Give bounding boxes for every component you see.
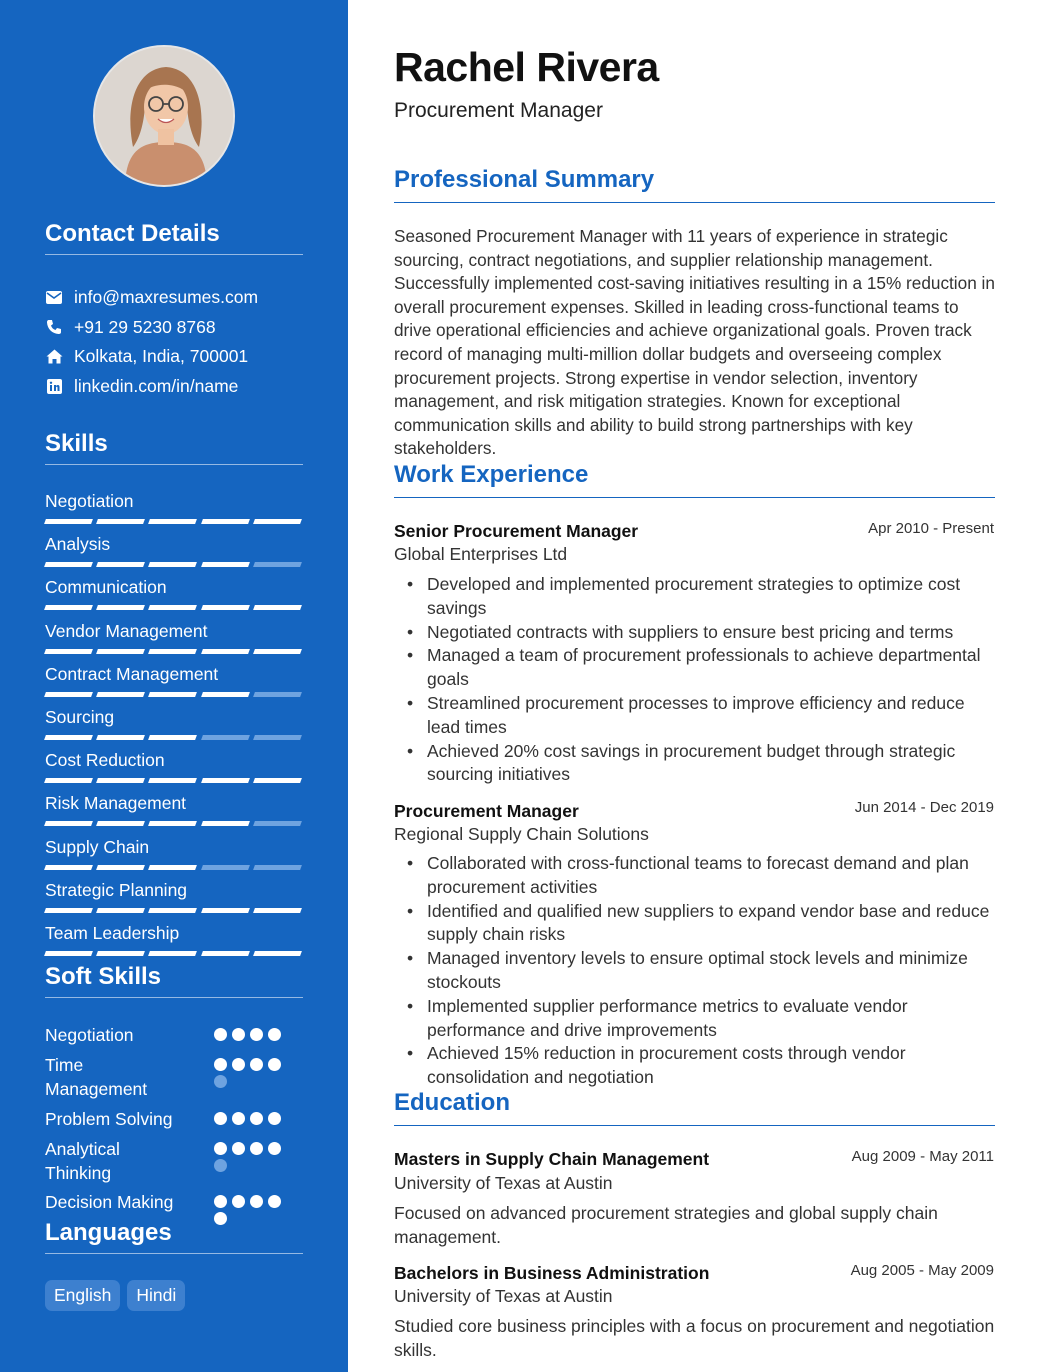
degree-title: Masters in Supply Chain Management — [394, 1149, 710, 1169]
language-tag: English — [45, 1280, 120, 1311]
rating-dot — [232, 1195, 245, 1208]
soft-skill-name: Analytical Thinking — [45, 1139, 120, 1183]
skill-name: Vendor Management — [45, 620, 208, 641]
rating-dot — [268, 1195, 281, 1208]
school-name: University of Texas at Austin — [394, 1286, 613, 1306]
job-title-headline: Procurement Manager — [394, 99, 603, 122]
skill-level-segment — [201, 865, 250, 870]
skill-level-segment — [96, 951, 145, 956]
job-company: Global Enterprises Ltd — [394, 544, 568, 564]
skill-level-segment — [44, 865, 93, 870]
list-item: • Negotiated contracts with suppliers to ensure best pricing and terms — [394, 621, 995, 645]
person-name: Rachel Rivera — [394, 44, 659, 90]
list-item: • Identified and qualified new suppliers to expand vendor base and reduce supply chain risks — [394, 900, 995, 948]
skill-level-segment — [253, 865, 302, 870]
soft-skill-rating — [214, 1142, 284, 1172]
soft-skill-name: Problem Solving — [45, 1109, 173, 1129]
skill-level-segment — [253, 908, 302, 913]
skill-level-segment — [96, 735, 145, 740]
job-company: Regional Supply Chain Solutions — [394, 824, 649, 844]
skill-level-bar — [45, 692, 301, 697]
skill-level-segment — [148, 605, 197, 610]
soft-skill-name: Decision Making — [45, 1192, 174, 1212]
skill-level-segment — [148, 692, 197, 697]
skill-name: Negotiation — [45, 491, 134, 511]
avatar — [93, 45, 235, 187]
skill-level-segment — [148, 735, 197, 740]
soft-skill-rating — [214, 1058, 284, 1088]
rating-dot — [214, 1058, 227, 1071]
language-tag: Hindi — [127, 1280, 185, 1311]
contact-address-text: Kolkata, India, 700001 — [74, 345, 249, 366]
rating-dot — [214, 1075, 227, 1088]
list-item: • Managed a team of procurement professionals to achieve departmental goals — [394, 644, 995, 692]
home-icon — [45, 347, 63, 365]
languages-list — [45, 1280, 185, 1311]
degree-description: Focused on advanced procurement strategies and global supply chain management. — [394, 1203, 938, 1247]
skill-level-segment — [201, 649, 250, 654]
degree-date: Aug 2009 - May 2011 — [851, 1148, 994, 1165]
skill-level-segment — [96, 692, 145, 697]
degree-description: Studied core business principles with a focus on procurement and negotiation skills. — [394, 1316, 995, 1360]
job-bullets — [394, 573, 995, 787]
skill-level-bar — [45, 562, 301, 567]
skill-level-segment — [148, 649, 197, 654]
skill-level-bar — [45, 951, 301, 956]
skill-level-segment — [44, 778, 93, 783]
skill-name: Risk Management — [45, 793, 187, 814]
skill-level-segment — [201, 778, 250, 783]
contact-linkedin-text: linkedin.com/in/name — [74, 375, 239, 396]
skill-level-segment — [148, 951, 197, 956]
contact-email-text: info@maxresumes.com — [74, 286, 259, 307]
skill-level-segment — [253, 951, 302, 956]
skill-level-segment — [96, 649, 145, 654]
school-name: University of Texas at Austin — [394, 1173, 613, 1193]
job-date: Apr 2010 - Present — [868, 520, 994, 537]
job-date: Jun 2014 - Dec 2019 — [854, 799, 994, 816]
contact-heading: Contact Details — [45, 220, 303, 255]
skill-level-segment — [44, 735, 93, 740]
skill-level-bar — [45, 908, 301, 913]
job-bullets — [394, 852, 995, 1090]
skill-level-segment — [201, 519, 250, 524]
skill-level-segment — [44, 951, 93, 956]
skill-name: Contract Management — [45, 663, 219, 684]
rating-dot — [232, 1142, 245, 1155]
rating-dot — [250, 1142, 263, 1155]
skill-name: Supply Chain — [45, 836, 150, 857]
education-heading: Education — [394, 1089, 995, 1126]
skill-level-segment — [148, 908, 197, 913]
linkedin-icon — [45, 377, 63, 395]
degree-title: Bachelors in Business Administration — [394, 1263, 710, 1283]
skill-level-segment — [148, 865, 197, 870]
rating-dot — [268, 1142, 281, 1155]
skill-level-segment — [44, 605, 93, 610]
skill-level-segment — [148, 519, 197, 524]
skill-level-segment — [44, 908, 93, 913]
skill-level-segment — [148, 562, 197, 567]
skill-level-segment — [96, 562, 145, 567]
rating-dot — [214, 1142, 227, 1155]
skills-heading: Skills — [45, 430, 303, 465]
summary-text: Seasoned Procurement Manager with 11 years of experience in strategic sourcing, contract negotiations, and supplier relationship management. Successfully implemented cost-saving initiatives resulting in a 15% reduction in overall procurement expenses. Skilled in leading cross-functional teams to drive operational efficiencies and achieve organizational goals. Proven track record of managing multi-million dollar budgets and overseeing complex procurement projects. Strong expertise in vendor selection, inventory management, and risk mitigation strategies. Known for exceptional communication skills and ability to build strong partnerships with key stakeholders. — [394, 226, 995, 459]
sidebar — [0, 0, 348, 1372]
skill-level-segment — [96, 821, 145, 826]
languages-heading: Languages — [45, 1219, 303, 1254]
phone-icon — [45, 318, 63, 336]
skill-name: Team Leadership — [45, 923, 180, 943]
soft-skill-name: Negotiation — [45, 1025, 134, 1045]
rating-dot — [232, 1028, 245, 1041]
experience-heading: Work Experience — [394, 461, 995, 498]
skill-level-segment — [44, 562, 93, 567]
skill-level-segment — [253, 692, 302, 697]
skill-name: Communication — [45, 577, 167, 598]
skill-level-segment — [148, 821, 197, 826]
list-item: • Streamlined procurement processes to improve efficiency and reduce lead times — [394, 692, 995, 740]
skill-level-segment — [201, 951, 250, 956]
skill-level-segment — [201, 692, 250, 697]
skill-level-segment — [44, 821, 93, 826]
rating-dot — [232, 1112, 245, 1125]
soft-skills-heading: Soft Skills — [45, 963, 303, 998]
skill-name: Analysis — [45, 534, 111, 555]
list-item: • Achieved 20% cost savings in procurement budget through strategic sourcing initiatives — [394, 740, 995, 788]
skill-level-segment — [253, 778, 302, 783]
degree-date: Aug 2005 - May 2009 — [850, 1262, 994, 1279]
job-title: Senior Procurement Manager — [394, 521, 639, 541]
skill-level-segment — [96, 865, 145, 870]
rating-dot — [214, 1159, 227, 1172]
skill-level-segment — [201, 562, 250, 567]
rating-dot — [214, 1112, 227, 1125]
rating-dot — [250, 1028, 263, 1041]
contact-email[interactable] — [45, 285, 258, 309]
soft-skill-rating — [214, 1028, 284, 1041]
skill-level-segment — [253, 649, 302, 654]
skill-level-bar — [45, 778, 301, 783]
rating-dot — [268, 1058, 281, 1071]
skill-level-segment — [44, 692, 93, 697]
list-item: • Collaborated with cross-functional teams to forecast demand and plan procurement activities — [394, 852, 995, 900]
skill-level-segment — [201, 735, 250, 740]
summary-heading: Professional Summary — [394, 166, 995, 203]
rating-dot — [268, 1112, 281, 1125]
skill-level-segment — [201, 821, 250, 826]
contact-phone[interactable] — [45, 315, 216, 339]
skill-level-segment — [148, 778, 197, 783]
skill-level-segment — [44, 519, 93, 524]
rating-dot — [214, 1028, 227, 1041]
skill-level-segment — [96, 778, 145, 783]
skill-level-segment — [96, 605, 145, 610]
list-item: • Developed and implemented procurement strategies to optimize cost savings — [394, 573, 995, 621]
rating-dot — [232, 1058, 245, 1071]
skill-level-segment — [253, 735, 302, 740]
contact-linkedin[interactable] — [45, 374, 238, 398]
skill-level-bar — [45, 519, 301, 524]
skill-level-segment — [253, 519, 302, 524]
list-item: • Managed inventory levels to ensure optimal stock levels and minimize stockouts — [394, 947, 995, 995]
skill-level-segment — [253, 562, 302, 567]
skill-level-bar — [45, 865, 301, 870]
rating-dot — [268, 1028, 281, 1041]
skill-level-segment — [253, 821, 302, 826]
skill-name: Sourcing — [45, 707, 115, 727]
rating-dot — [250, 1058, 263, 1071]
skill-level-bar — [45, 735, 301, 740]
skill-level-bar — [45, 821, 301, 826]
contact-phone-text: +91 29 5230 8768 — [74, 316, 216, 337]
rating-dot — [250, 1112, 263, 1125]
skill-level-segment — [96, 908, 145, 913]
skill-level-segment — [96, 519, 145, 524]
email-icon — [45, 288, 63, 306]
skill-level-segment — [201, 605, 250, 610]
skill-level-bar — [45, 605, 301, 610]
skill-level-segment — [44, 649, 93, 654]
soft-skill-rating — [214, 1112, 284, 1125]
profile-photo — [95, 47, 235, 187]
skill-name: Cost Reduction — [45, 750, 165, 771]
skill-name: Strategic Planning — [45, 879, 188, 900]
rating-dot — [250, 1195, 263, 1208]
soft-skill-name: Time Management — [45, 1055, 148, 1099]
skill-level-segment — [253, 605, 302, 610]
rating-dot — [214, 1195, 227, 1208]
list-item: • Achieved 15% reduction in procurement costs through vendor consolidation and negotiation — [394, 1042, 995, 1090]
skill-level-segment — [201, 908, 250, 913]
skill-level-bar — [45, 649, 301, 654]
contact-address — [45, 344, 248, 368]
job-title: Procurement Manager — [394, 801, 579, 821]
list-item: • Implemented supplier performance metrics to evaluate vendor performance and drive improvements — [394, 995, 995, 1043]
